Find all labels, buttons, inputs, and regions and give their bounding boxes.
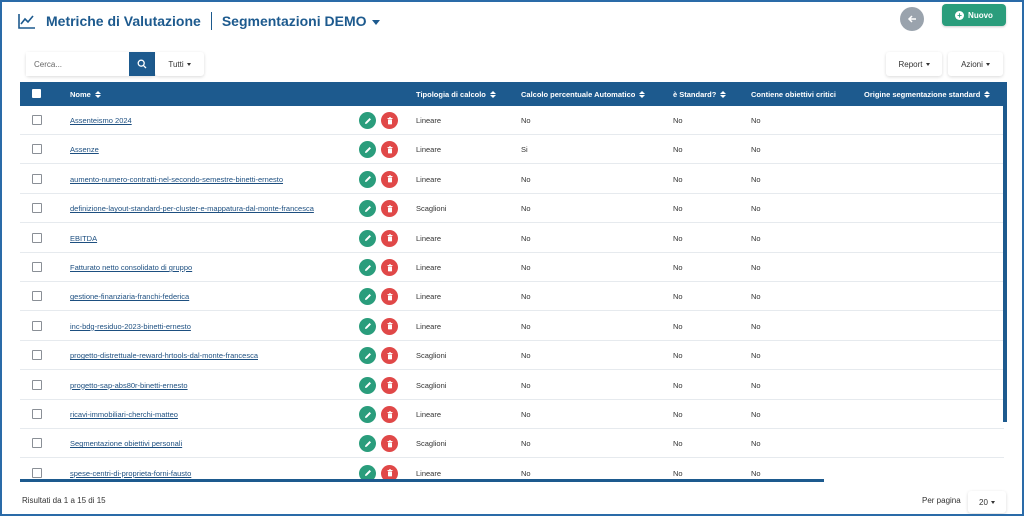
pencil-icon [364,352,372,360]
sort-icon [720,91,726,98]
row-objectives: No [751,410,761,419]
report-dropdown[interactable] [886,52,942,76]
row-objectives: No [751,145,761,155]
row-name-link[interactable]: aumento-numero-contratti-nel-secondo-semestre-binetti-ernesto [70,174,284,184]
column-header-calc-type[interactable]: Tipologia di calcolo [416,82,496,106]
pencil-icon [364,117,372,125]
back-button[interactable] [900,7,924,31]
pencil-icon [364,469,372,477]
row-checkbox[interactable] [32,144,42,154]
trash-icon [386,440,394,448]
row-objectives: No [751,204,761,214]
row-checkbox[interactable] [32,380,42,390]
row-name-link[interactable]: spese-centri-di-proprieta-forni-fausto [70,468,192,478]
table-row [20,282,1004,311]
delete-button[interactable] [381,318,398,335]
table-row [20,312,1004,341]
caret-down-icon [926,63,930,66]
row-name-link[interactable]: gestione-finanziaria-franchi-federica [70,292,190,302]
results-count: Risultati da 1 a 15 di 15 [22,496,106,505]
caret-down-icon [187,63,191,66]
segmentations-table [20,82,1007,482]
new-button-label: Nuovo [968,10,993,20]
row-name-link[interactable]: progetto-sap-abs80r-binetti-ernesto [70,380,188,390]
table-row [20,106,1004,135]
caret-down-icon [991,501,995,504]
row-standard: No [673,410,683,419]
table-row [20,429,1004,458]
row-objectives: No [751,292,761,302]
column-header-auto-percent[interactable]: Calcolo percentuale Automatico [521,82,645,106]
trash-icon [386,293,394,301]
column-header-origin[interactable]: Origine segmentazione standard [864,82,990,106]
row-name-link[interactable]: Assenze [70,145,99,155]
search-bar [26,52,155,76]
row-auto-percent: No [521,263,531,272]
edit-button[interactable] [359,377,376,394]
column-header-standard[interactable]: è Standard? [673,82,726,106]
row-checkbox[interactable] [32,291,42,301]
delete-button[interactable] [381,171,398,188]
filter-dropdown[interactable] [155,52,204,76]
row-calc-type: Scaglioni [416,439,447,449]
plus-icon: + [955,11,964,20]
pencil-icon [364,440,372,448]
table-row [20,135,1004,164]
horizontal-scrollbar[interactable] [20,479,824,482]
sort-icon [639,91,645,98]
row-objectives: No [751,380,761,390]
trash-icon [386,352,394,360]
segmentation-selector[interactable]: Segmentazioni DEMO [221,13,367,29]
line-chart-icon [18,13,36,29]
actions-dropdown[interactable] [948,52,1003,76]
table-row [20,253,1004,282]
search-input[interactable] [26,52,129,76]
table-row [20,400,1004,429]
row-checkbox[interactable] [32,262,42,272]
row-name-link[interactable]: definizione-layout-standard-per-cluster-e-mappatura-dal-monte-francesca [70,204,314,214]
row-calc-type: Lineare [416,116,442,125]
row-standard: No [673,263,683,272]
trash-icon [386,411,394,419]
delete-button[interactable] [381,406,398,423]
row-auto-percent: No [521,204,531,214]
sort-icon [95,91,101,98]
edit-button[interactable] [359,112,376,129]
table-row [20,194,1004,223]
row-standard: No [673,233,683,243]
row-name-link[interactable]: inc-bdg-residuo-2023-binetti-ernesto [70,321,191,331]
row-auto-percent: No [521,351,531,361]
new-button[interactable] [942,4,1006,26]
pencil-icon [364,205,372,213]
arrow-left-icon [907,14,917,24]
caret-down-icon [986,63,990,66]
sort-icon [984,91,990,98]
row-name-link[interactable]: Assenteismo 2024 [70,116,132,125]
row-name-link[interactable]: progetto-distrettuale-reward-hrtools-dal-monte-francesca [70,351,258,361]
row-auto-percent: No [521,174,531,184]
table-header [20,82,1007,106]
delete-button[interactable] [381,141,398,158]
edit-button[interactable] [359,230,376,247]
row-name-link[interactable]: EBITDA [70,233,98,243]
row-objectives: No [751,116,761,125]
actions-dropdown-label: Azioni [961,59,983,69]
row-checkbox[interactable] [32,438,42,448]
row-objectives: No [751,351,761,361]
delete-button[interactable] [381,200,398,217]
row-checkbox[interactable] [32,321,42,331]
row-objectives: No [751,174,761,184]
row-calc-type: Scaglioni [416,380,447,390]
trash-icon [386,205,394,213]
sort-icon [490,91,496,98]
row-checkbox[interactable] [32,115,42,125]
row-auto-percent: No [521,321,531,331]
row-auto-percent: No [521,410,531,419]
row-auto-percent: No [521,380,531,390]
row-standard: No [673,174,683,184]
row-calc-type: Lineare [416,174,442,184]
edit-button[interactable] [359,288,376,305]
row-calc-type: Lineare [416,292,442,302]
edit-button[interactable] [359,259,376,276]
row-calc-type: Lineare [416,410,442,419]
row-objectives: No [751,263,761,272]
row-standard: No [673,321,683,331]
edit-button[interactable] [359,435,376,452]
select-all-checkbox[interactable] [32,89,41,98]
row-standard: No [673,145,683,155]
chevron-down-icon[interactable] [372,20,380,25]
column-header-objectives: Contiene obiettivi critici [751,89,837,99]
edit-button[interactable] [359,406,376,423]
per-page-label: Per pagina [922,496,961,505]
row-calc-type: Scaglioni [416,204,447,214]
trash-icon [386,381,394,389]
pencil-icon [364,146,372,154]
pencil-icon [364,322,372,330]
row-checkbox[interactable] [32,233,42,243]
row-objectives: No [751,321,761,331]
row-calc-type: Lineare [416,321,442,331]
row-name-link[interactable]: ricavi-immobiliari-cherchi-matteo [70,410,178,419]
title-divider [211,12,212,30]
row-name-link[interactable]: Segmentazione obiettivi personali [70,439,183,449]
row-standard: No [673,468,683,478]
pencil-icon [364,264,372,272]
delete-button[interactable] [381,347,398,364]
row-objectives: No [751,468,761,478]
delete-button[interactable] [381,377,398,394]
row-calc-type: Lineare [416,145,442,155]
trash-icon [386,117,394,125]
per-page-select[interactable] [968,491,1006,513]
row-standard: No [673,380,683,390]
row-calc-type: Lineare [416,468,442,478]
delete-button[interactable] [381,112,398,129]
trash-icon [386,175,394,183]
delete-button[interactable] [381,259,398,276]
filter-dropdown-label: Tutti [168,59,184,69]
per-page-value: 20 [979,497,988,507]
page-header [18,8,380,34]
pencil-icon [364,381,372,389]
row-standard: No [673,351,683,361]
table-row [20,165,1004,194]
pencil-icon [364,175,372,183]
row-calc-type: Lineare [416,233,442,243]
delete-button[interactable] [381,288,398,305]
row-checkbox[interactable] [32,174,42,184]
report-dropdown-label: Report [898,59,923,69]
row-auto-percent: Si [521,145,528,155]
column-header-name[interactable]: Nome [70,82,101,106]
pencil-icon [364,411,372,419]
row-name-link[interactable]: Fatturato netto consolidato di gruppo [70,263,193,272]
row-auto-percent: No [521,468,531,478]
row-auto-percent: No [521,292,531,302]
row-standard: No [673,439,683,449]
row-auto-percent: No [521,439,531,449]
edit-button[interactable] [359,318,376,335]
row-standard: No [673,116,683,125]
delete-button[interactable] [381,230,398,247]
pencil-icon [364,293,372,301]
row-objectives: No [751,233,761,243]
table-row [20,371,1004,400]
edit-button[interactable] [359,200,376,217]
search-button[interactable] [129,52,155,76]
page-title: Metriche di Valutazione [46,13,201,29]
row-objectives: No [751,439,761,449]
row-auto-percent: No [521,233,531,243]
trash-icon [386,264,394,272]
row-checkbox[interactable] [32,468,42,478]
vertical-scrollbar[interactable] [1003,106,1007,422]
edit-button[interactable] [359,141,376,158]
row-checkbox[interactable] [32,203,42,213]
table-row [20,341,1004,370]
trash-icon [386,469,394,477]
row-calc-type: Scaglioni [416,351,447,361]
search-icon [137,59,147,69]
row-standard: No [673,204,683,214]
pencil-icon [364,234,372,242]
table-row [20,224,1004,253]
row-standard: No [673,292,683,302]
delete-button[interactable] [381,435,398,452]
trash-icon [386,234,394,242]
edit-button[interactable] [359,347,376,364]
row-auto-percent: No [521,116,531,125]
row-calc-type: Lineare [416,263,442,272]
trash-icon [386,146,394,154]
row-checkbox[interactable] [32,350,42,360]
trash-icon [386,322,394,330]
row-checkbox[interactable] [32,409,42,419]
edit-button[interactable] [359,171,376,188]
